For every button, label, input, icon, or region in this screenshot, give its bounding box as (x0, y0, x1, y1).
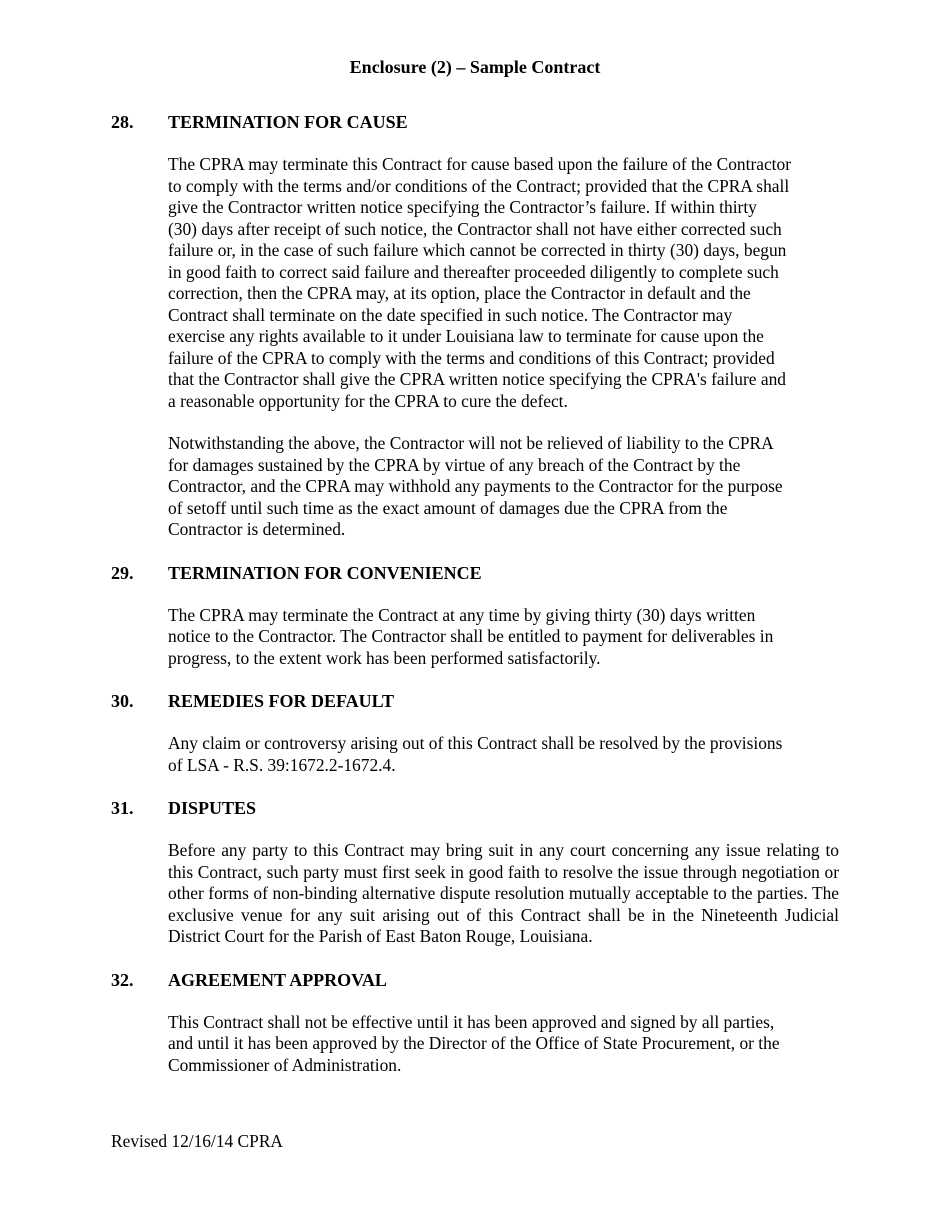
section-number: 32. (111, 969, 134, 990)
revision-footer: Revised 12/16/14 CPRA (111, 1131, 283, 1151)
section-title: TERMINATION FOR CAUSE (168, 112, 408, 132)
section-number: 31. (111, 798, 134, 818)
section-title: TERMINATION FOR CONVENIENCE (168, 562, 482, 583)
section-paragraph: Before any party to this Contract may bring suit in any court concerning any issue relating to this Contract, such party must first seek in good faith to resolve the issue through negotiation or other forms of non-binding alternative dispute resolution mutually acceptable to the parties. The exclusive venue for any suit arising out of this Contract shall be in the Nineteenth Judicial District Court for the Parish of East Baton Rouge, Louisiana. (168, 840, 839, 946)
section-28-termination-for-cause (111, 111, 839, 541)
section-title: AGREEMENT APPROVAL (168, 969, 387, 990)
section-31-disputes (111, 797, 839, 948)
section-heading (111, 562, 839, 584)
section-heading (111, 969, 839, 991)
section-paragraph: Notwithstanding the above, the Contractor will not be relieved of liability to the CPRA for damages sustained by the CPRA by virtue of any breach of the Contract by the Contractor, and the CPRA may withhold any payments to the Contractor for the purpose of setoff until such time as the exact amount of damages due the CPRA from the Contractor is determined. (168, 433, 783, 539)
section-paragraph: This Contract shall not be effective until it has been approved and signed by all parties, and until it has been approved by the Director of the Office of State Procurement, or the Commissioner of Administration. (168, 1011, 780, 1075)
section-heading (111, 111, 839, 133)
section-number: 28. (111, 112, 134, 132)
section-heading (111, 690, 839, 712)
section-number: 29. (111, 562, 134, 583)
document-body (111, 111, 839, 1076)
section-29-termination-for-convenience (111, 562, 839, 670)
section-32-agreement-approval (111, 969, 839, 1077)
section-title: DISPUTES (168, 798, 257, 818)
section-30-remedies-for-default (111, 690, 839, 776)
section-paragraph: The CPRA may terminate the Contract at any time by giving thirty (30) days written notice to the Contractor. The Contractor shall be entitled to payment for deliverables in progress, to the extent work has been performed satisfactorily. (168, 604, 774, 668)
page-title: Enclosure (2) – Sample Contract (349, 57, 601, 77)
section-title: REMEDIES FOR DEFAULT (168, 691, 395, 711)
section-paragraph: Any claim or controversy arising out of this Contract shall be resolved by the provisions of LSA - R.S. 39:1672.2-1672.4. (168, 733, 783, 775)
section-paragraph: The CPRA may terminate this Contract for cause based upon the failure of the Contractor to comply with the terms and/or conditions of the Contract; provided that the CPRA shall give the Contractor written notice specifying the Contractor’s failure. If within thirty (30) days after receipt of such notice, the Contractor shall not have either corrected such failure or, in the case of such failure which cannot be corrected in thirty (30) days, begun in good faith to correct said failure and thereafter proceeded diligently to complete such correction, then the CPRA may, at its option, place the Contractor in default and the Contract shall terminate on the date specified in such notice. The Contractor may exercise any rights available to it under Louisiana law to terminate for cause upon the failure of the CPRA to comply with the terms and conditions of this Contract; provided that the Contractor shall give the CPRA written notice specifying the CPRA's failure and a reasonable opportunity for the CPRA to cure the defect. (168, 154, 791, 411)
section-heading (111, 797, 839, 819)
section-number: 30. (111, 691, 134, 711)
